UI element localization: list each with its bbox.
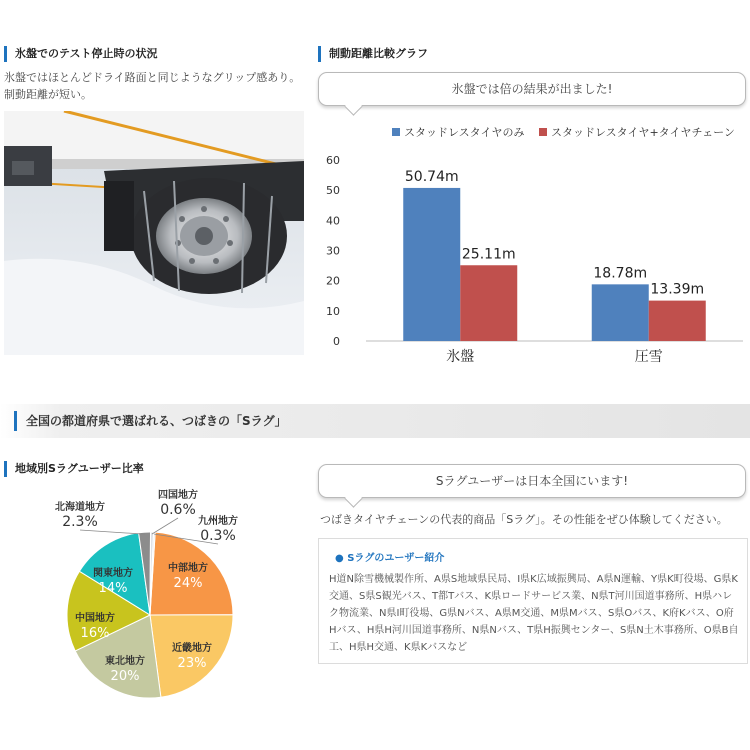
braking-callout-text: 氷盤では倍の結果が出ました!: [451, 82, 613, 96]
legend-label: スタッドレスタイヤ+タイヤチェーン: [551, 126, 735, 139]
region-pie-chart: [0, 486, 310, 716]
bar-data-label: 25.11m: [461, 246, 516, 263]
pie-slice-percent: 23%: [177, 656, 207, 671]
pie-slice-percent: 24%: [173, 576, 203, 591]
pie-leader-line: [152, 518, 178, 534]
legend-swatch: [539, 128, 547, 136]
pie-slice-name: 四国地方: [158, 490, 198, 501]
pie-slice-percent: 0.3%: [200, 528, 236, 544]
braking-distance-bar-chart: [318, 118, 748, 373]
band-title: 全国の都道府県で選ばれる、つばきの「Sラグ」: [14, 411, 287, 431]
slug-intro-text: つばきタイヤチェーンの代表的商品「Sラグ」。その性能をぜひ体験してください。: [320, 513, 728, 526]
section-band: [0, 404, 750, 438]
x-tick-label: 圧雪: [634, 349, 663, 365]
pie-slice-percent: 0.6%: [160, 502, 196, 518]
pie-slice-name: 関東地方: [93, 568, 133, 579]
users-box-title: ● Sラグのユーザー紹介: [335, 553, 445, 564]
users-box: [318, 538, 748, 664]
y-tick-label: 20: [326, 274, 340, 288]
pie-slice-percent: 14%: [98, 581, 128, 596]
bar: [403, 188, 460, 341]
users-list-text: H道N除雪機械製作所、A県S地域県民局、I県K広域振興局、A県N運輸、Y県K町役場、G県K交通、S県S観光バス、T都Tバス、K県ロードサービス業、N県T河川国道事務所、H県ハレク物流業、N県I町役場、G県Nバス、A県M交通、M県Mバス、S県Oバス、K府Kバス、O府Hバス、H県H河川国道事務所、N県Nバス、T県H振興センター、S県N土木事務所、O県B自工、H県H交通、K県Kバスなど: [329, 574, 739, 653]
pie-slice-percent: 16%: [80, 626, 110, 641]
bar-data-label: 13.39m: [650, 281, 705, 298]
pie-slice-name: 九州地方: [198, 516, 238, 527]
pie-slice-name: 北海道地方: [55, 502, 105, 513]
pie-slice-name: 中部地方: [168, 563, 208, 574]
legend-label: スタッドレスタイヤのみ: [404, 126, 525, 139]
users-callout-bubble: [318, 464, 746, 498]
section-heading-region-ratio: 地域別Sラグユーザー比率: [4, 461, 144, 477]
bar-data-label: 50.74m: [404, 168, 459, 185]
y-tick-label: 10: [326, 304, 340, 318]
x-tick-label: 氷盤: [446, 349, 475, 365]
pie-slice-percent: 20%: [110, 669, 140, 684]
ice-test-description: 氷盤ではほとんどドライ路面と同じようなグリップ感あり。制動距離が短い。: [4, 71, 301, 101]
y-tick-label: 40: [326, 214, 340, 228]
bar: [460, 265, 517, 341]
users-callout-text: Sラグユーザーは日本全国にいます!: [435, 474, 629, 488]
y-tick-label: 60: [326, 154, 340, 167]
bar: [592, 284, 649, 341]
pie-slice-percent: 2.3%: [62, 514, 98, 530]
section-heading-ice-test: 氷盤でのテスト停止時の状況: [4, 46, 158, 62]
pie-slice-name: 近畿地方: [172, 643, 212, 654]
bar-data-label: 18.78m: [593, 265, 648, 282]
pie-slice-name: 東北地方: [105, 656, 145, 667]
section-heading-braking-chart: 制動距離比較グラフ: [318, 46, 428, 62]
truck-wheel-photo: [4, 111, 304, 355]
y-tick-label: 0: [333, 335, 340, 348]
pie-slice-name: 中国地方: [75, 613, 115, 624]
legend-swatch: [392, 128, 400, 136]
pie-leader-line: [80, 530, 145, 534]
braking-callout-bubble: [318, 72, 746, 106]
y-tick-label: 30: [326, 244, 340, 258]
y-tick-label: 50: [326, 184, 340, 198]
bar: [649, 301, 706, 341]
